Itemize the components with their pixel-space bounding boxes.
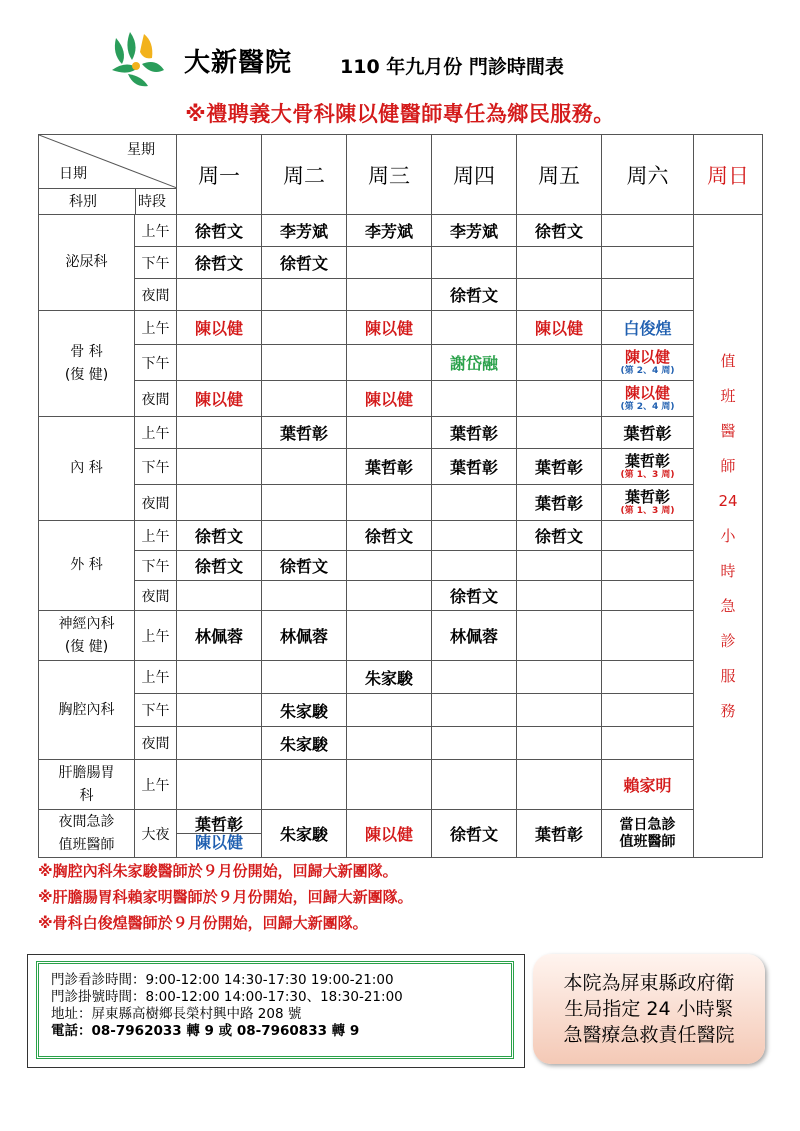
duty-char: 診: [720, 631, 736, 650]
er-note: 當日急診: [619, 816, 676, 833]
week-note: (第 1、3 周): [620, 505, 675, 516]
slot-am: 上午: [135, 521, 177, 551]
clinic-info-inner: [36, 961, 514, 1059]
dept-neurology: [39, 611, 135, 661]
doctor-cell: [177, 345, 262, 381]
doctor-cell: [177, 581, 262, 611]
doctor-cell: 林佩蓉: [262, 611, 347, 661]
doctor-cell: [602, 521, 694, 551]
doctor-cell: [262, 581, 347, 611]
emergency-line: 急醫療急救責任醫院: [563, 1024, 735, 1046]
dept-name: 骨 科: [70, 344, 103, 361]
doctor-cell: 謝岱融: [432, 345, 517, 381]
slot-night: 夜間: [135, 485, 177, 521]
doctor-cell: [432, 485, 517, 521]
doctor-cell: [602, 381, 694, 417]
dept-name: 肝膽腸胃: [58, 765, 115, 782]
doctor-cell: 朱家駿: [262, 727, 347, 760]
table-row: [39, 485, 763, 521]
doctor-cell: 林佩蓉: [432, 611, 517, 661]
slot-night: 夜間: [135, 279, 177, 311]
slot-am: 上午: [135, 311, 177, 345]
doctor-cell: 徐哲文: [177, 215, 262, 247]
emergency-line: 本院為屏東縣政府衛: [563, 972, 735, 994]
doctor-cell: 徐哲文: [177, 551, 262, 581]
doctor-cell: [602, 611, 694, 661]
doctor-cell: [517, 417, 602, 449]
phone: 電話：08-7962033 轉 9 或 08-7960833 轉 9: [51, 1023, 360, 1039]
table-row: [39, 611, 763, 661]
doctor-cell: [432, 311, 517, 345]
duty-char: 24: [718, 491, 738, 510]
dept-orthopedics: [39, 311, 135, 417]
doctor-cell: [517, 760, 602, 810]
er-note: 值班醫師: [619, 833, 676, 850]
dept-name: 神經內科: [58, 616, 115, 633]
dept-urology: 泌尿科: [39, 215, 135, 311]
doctor-cell: [347, 611, 432, 661]
doctor-name: 葉哲彰: [194, 815, 243, 834]
clinic-info-box: [27, 954, 525, 1068]
slot-night: 夜間: [135, 727, 177, 760]
emergency-line: 生局指定 24 小時緊: [564, 998, 734, 1020]
duty-char: 師: [720, 456, 736, 475]
footnote: ※骨科白俊煌醫師於９月份開始，回歸大新團隊。: [38, 914, 368, 932]
hospital-logo-icon: [108, 30, 168, 90]
doctor-cell: [177, 485, 262, 521]
doctor-cell: [262, 279, 347, 311]
doctor-cell: [602, 810, 694, 858]
doctor-cell: [517, 611, 602, 661]
doctor-cell: [347, 247, 432, 279]
dept-surgery: 外 科: [39, 521, 135, 611]
doctor-cell: [262, 760, 347, 810]
slot-pm: 下午: [135, 449, 177, 485]
doctor-cell: [602, 727, 694, 760]
day-header-wed: 周三: [347, 135, 432, 215]
doctor-cell: 李芳斌: [432, 215, 517, 247]
table-row: [39, 727, 763, 760]
doctor-cell: 朱家駿: [347, 661, 432, 694]
doctor-cell: [347, 760, 432, 810]
doctor-cell: [432, 247, 517, 279]
doctor-cell: 朱家駿: [262, 810, 347, 858]
table-row: [39, 311, 763, 345]
doctor-cell: [262, 311, 347, 345]
doctor-cell: [262, 449, 347, 485]
slot-pm: 下午: [135, 694, 177, 727]
clinic-schedule-table: [38, 134, 763, 858]
doctor-cell: 林佩蓉: [177, 611, 262, 661]
doctor-cell: [517, 581, 602, 611]
table-row: [39, 661, 763, 694]
address: 地址：屏東縣高樹鄉長榮村興中路 208 號: [51, 1006, 302, 1022]
table-row: [39, 551, 763, 581]
doctor-cell: 陳以健: [177, 311, 262, 345]
doctor-cell: 賴家明: [602, 760, 694, 810]
doctor-cell: 陳以健: [347, 810, 432, 858]
dept-name-cont: 值班醫師: [58, 836, 115, 853]
doctor-cell: 葉哲彰: [517, 449, 602, 485]
doctor-cell: [517, 661, 602, 694]
doctor-cell: 徐哲文: [177, 247, 262, 279]
doctor-cell: 陳以健: [517, 311, 602, 345]
slot-am: 上午: [135, 417, 177, 449]
slot-night: 夜間: [135, 381, 177, 417]
duty-char: 小: [720, 526, 736, 545]
dept-internal-medicine: 內 科: [39, 417, 135, 521]
day-header-fri: 周五: [517, 135, 602, 215]
doctor-cell: 李芳斌: [347, 215, 432, 247]
doctor-cell: [177, 760, 262, 810]
dept-subname: (復 健): [64, 366, 109, 383]
doctor-cell: 徐哲文: [432, 810, 517, 858]
doctor-cell: [602, 581, 694, 611]
slot-am: 上午: [135, 611, 177, 661]
table-row: [39, 521, 763, 551]
table-row: [39, 449, 763, 485]
doctor-cell: [262, 345, 347, 381]
doctor-cell: [347, 345, 432, 381]
doctor-cell: [602, 551, 694, 581]
duty-char: 值: [720, 351, 736, 370]
slot-pm: 下午: [135, 345, 177, 381]
doctor-cell: [602, 485, 694, 521]
doctor-cell: [347, 279, 432, 311]
duty-char: 班: [720, 386, 736, 405]
doctor-name: 陳以健: [624, 383, 670, 402]
doctor-cell: [347, 694, 432, 727]
doctor-cell: 葉哲彰: [602, 417, 694, 449]
doctor-cell: 葉哲彰: [432, 449, 517, 485]
doctor-cell: [432, 521, 517, 551]
sunday-duty-cell: [694, 215, 763, 858]
duty-char: 急: [720, 596, 736, 615]
doctor-cell: [347, 417, 432, 449]
corner-slot-label: 時段: [138, 194, 166, 210]
doctor-cell: 葉哲彰: [432, 417, 517, 449]
doctor-cell: [347, 581, 432, 611]
doctor-cell: [517, 381, 602, 417]
doctor-cell: [602, 661, 694, 694]
doctor-cell: [262, 521, 347, 551]
footnote: ※胸腔內科朱家駿醫師於９月份開始，回歸大新團隊。: [38, 862, 398, 880]
doctor-cell: [177, 279, 262, 311]
dept-subname: (復 健): [64, 638, 109, 655]
slot-night: 夜間: [135, 581, 177, 611]
doctor-cell: [347, 485, 432, 521]
dept-chest-medicine: 胸腔內科: [39, 661, 135, 760]
table-row: [39, 760, 763, 810]
doctor-cell: [602, 345, 694, 381]
table-row: [39, 345, 763, 381]
doctor-cell: [602, 247, 694, 279]
day-header-sun: 周日: [694, 135, 763, 215]
slot-pm: 下午: [135, 551, 177, 581]
doctor-cell: [432, 760, 517, 810]
week-note: (第 2、4 周): [620, 365, 675, 376]
doctor-cell: [602, 694, 694, 727]
schedule-title: 110 年九月份 門診時間表: [340, 56, 564, 78]
doctor-cell: 陳以健: [347, 311, 432, 345]
doctor-cell: [517, 727, 602, 760]
doctor-cell: [177, 694, 262, 727]
notice-banner: ※禮聘義大骨科陳以健醫師專任為鄉民服務。: [185, 102, 615, 126]
table-row: [39, 247, 763, 279]
doctor-cell: 徐哲文: [517, 215, 602, 247]
doctor-cell: [432, 551, 517, 581]
doctor-cell: [517, 279, 602, 311]
duty-char: 務: [720, 701, 736, 720]
week-note: (第 1、3 周): [620, 469, 675, 480]
doctor-cell: [432, 727, 517, 760]
doctor-cell: [262, 381, 347, 417]
table-row: [39, 581, 763, 611]
table-row: [39, 417, 763, 449]
doctor-cell: [432, 694, 517, 727]
corner-date-label: 日期: [59, 166, 87, 182]
doctor-cell: 葉哲彰: [347, 449, 432, 485]
doctor-cell: 徐哲文: [347, 521, 432, 551]
doctor-cell: [432, 661, 517, 694]
doctor-cell: 朱家駿: [262, 694, 347, 727]
footnote: ※肝膽腸胃科賴家明醫師於９月份開始，回歸大新團隊。: [38, 888, 413, 906]
doctor-cell: [602, 449, 694, 485]
footnotes: [38, 858, 413, 936]
doctor-cell: [517, 345, 602, 381]
doctor-cell: [177, 727, 262, 760]
table-row: [39, 279, 763, 311]
doctor-cell: 徐哲文: [177, 521, 262, 551]
doctor-cell: [262, 485, 347, 521]
doctor-cell: 葉哲彰: [262, 417, 347, 449]
duty-char: 醫: [720, 421, 736, 440]
doctor-cell: 葉哲彰: [517, 485, 602, 521]
duty-char: 時: [720, 561, 736, 580]
table-row: [39, 215, 763, 247]
doctor-cell: [347, 727, 432, 760]
doctor-cell: [177, 810, 262, 858]
emergency-designation-box: [533, 954, 765, 1064]
doctor-cell: 徐哲文: [517, 521, 602, 551]
duty-char: 服: [720, 666, 736, 685]
hospital-name: 大新醫院: [184, 48, 293, 78]
doctor-cell: [517, 247, 602, 279]
doctor-cell: 徐哲文: [262, 551, 347, 581]
slot-am: 上午: [135, 215, 177, 247]
day-header-sat: 周六: [602, 135, 694, 215]
doctor-cell: 陳以健: [177, 381, 262, 417]
slot-am: 上午: [135, 661, 177, 694]
corner-week-label: 星期: [127, 142, 155, 158]
doctor-cell: [602, 215, 694, 247]
doctor-cell: 徐哲文: [432, 581, 517, 611]
day-header-tue: 周二: [262, 135, 347, 215]
dept-night-er: [39, 810, 135, 858]
registration-hours: 門診掛號時間：8:00-12:00 14:00-17:30、18:30-21:00: [51, 989, 403, 1005]
doctor-cell: 徐哲文: [432, 279, 517, 311]
slot-am: 上午: [135, 760, 177, 810]
table-header-row: [39, 135, 763, 215]
doctor-cell: 李芳斌: [262, 215, 347, 247]
table-row: [39, 810, 763, 858]
doctor-cell: [517, 694, 602, 727]
header: [108, 30, 728, 94]
doctor-cell: [177, 417, 262, 449]
dept-name-cont: 科: [79, 787, 94, 804]
doctor-cell: [432, 381, 517, 417]
dept-name: 夜間急診: [58, 814, 115, 831]
doctor-cell: [602, 279, 694, 311]
corner-header-cell: [39, 135, 177, 215]
week-note: (第 2、4 周): [620, 401, 675, 412]
doctor-name: 葉哲彰: [624, 487, 670, 506]
dept-gastroenterology: [39, 760, 135, 810]
doctor-cell: 徐哲文: [262, 247, 347, 279]
doctor-cell: [517, 551, 602, 581]
slot-overnight: 大夜: [135, 810, 177, 858]
corner-dept-label: 科別: [69, 194, 97, 210]
doctor-cell: [262, 661, 347, 694]
doctor-cell: 白俊煌: [602, 311, 694, 345]
doctor-cell: [177, 449, 262, 485]
doctor-cell: [347, 551, 432, 581]
doctor-cell: [177, 661, 262, 694]
table-row: [39, 694, 763, 727]
doctor-name: 陳以健: [177, 833, 261, 851]
clinic-hours: 門診看診時間：9:00-12:00 14:30-17:30 19:00-21:00: [51, 972, 394, 988]
day-header-mon: 周一: [177, 135, 262, 215]
doctor-cell: 葉哲彰: [517, 810, 602, 858]
day-header-thu: 周四: [432, 135, 517, 215]
table-row: [39, 381, 763, 417]
doctor-cell: 陳以健: [347, 381, 432, 417]
doctor-name: 陳以健: [624, 347, 670, 366]
doctor-name: 葉哲彰: [624, 451, 670, 470]
slot-pm: 下午: [135, 247, 177, 279]
